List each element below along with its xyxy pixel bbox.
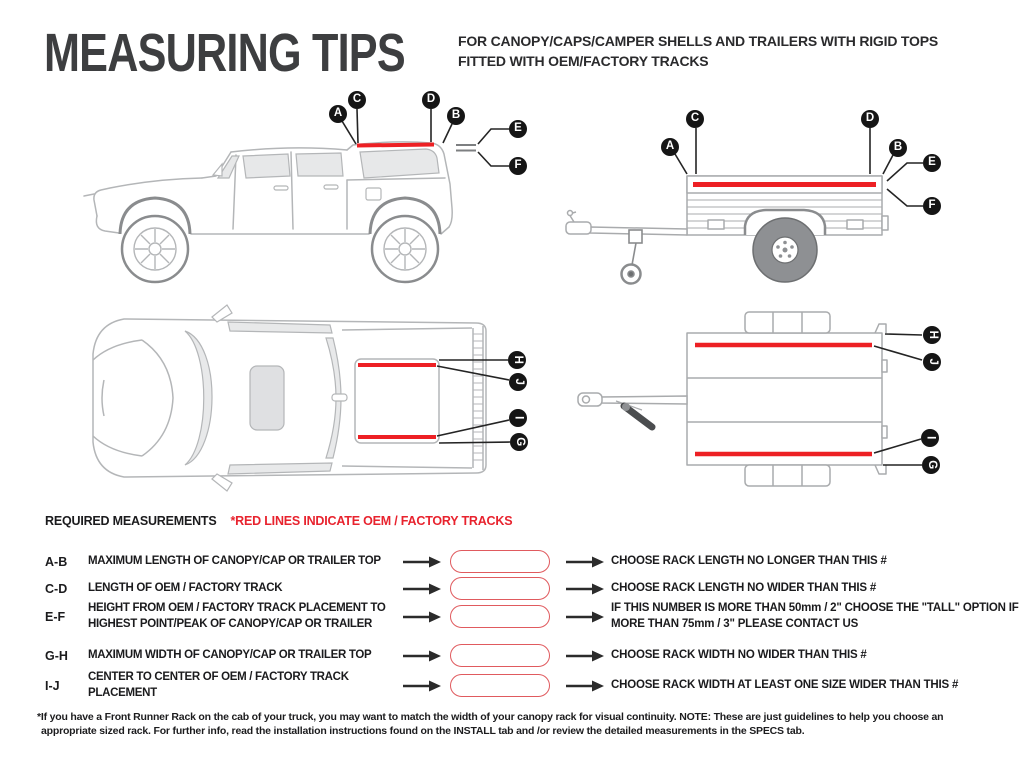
arrow-right-icon [403,556,441,568]
marker-j: J [923,353,941,371]
footnote: *If you have a Front Runner Rack on the cab of your truck, you may want to match the width of your canopy rack for visual continuity. NOTE: These are just guidelines to help you choose an appropriate sized rack. For further info, read the installation instructions found on the INSTALL tab and /or review the detailed measurements in the SPECS tab. [37,711,944,738]
red-lines-legend: *RED LINES INDICATE OEM / FACTORY TRACKS [230,514,513,528]
measurement-value-box [450,644,550,667]
row-description: CENTER TO CENTER OF OEM / FACTORY TRACK PLACEMENT [88,671,349,699]
row-result: CHOOSE RACK LENGTH NO WIDER THAN THIS # [611,581,877,594]
arrow-right-icon [403,680,441,692]
trailer-top-illustration [570,302,970,494]
marker-c: C [348,91,366,109]
arrow-right-icon [403,611,441,623]
arrow-right-icon [566,611,604,623]
trailer-side-illustration [560,88,970,298]
row-label: C-D [45,581,68,596]
marker-e: E [509,120,527,138]
marker-g: G [510,433,528,451]
measurement-value-box [450,550,550,573]
row-result: CHOOSE RACK LENGTH NO LONGER THAN THIS # [611,554,887,567]
measurement-row-ef [45,601,1020,632]
marker-a: A [329,105,347,123]
row-description: HEIGHT FROM OEM / FACTORY TRACK PLACEMENT TO HIGHEST POINT/PEAK OF CANOPY/CAP OR TRAILER [88,602,386,630]
marker-f: F [923,197,941,215]
row-description: LENGTH OF OEM / FACTORY TRACK [88,581,283,594]
arrow-right-icon [566,650,604,662]
measurement-row-ab [45,550,1020,573]
measurement-row-cd [45,577,1020,600]
measurement-value-box [450,605,550,628]
front-wheel [122,216,188,282]
truck-top-illustration [80,300,540,495]
diagram-truck-top-view [80,300,540,495]
truck-side-illustration [60,88,540,296]
row-result: IF THIS NUMBER IS MORE THAN 50mm / 2" CHOOSE THE "TALL" OPTION IF MORE THAN 75mm / 3" PLEASE CONTACT US [611,602,1019,630]
row-label: I-J [45,678,60,693]
truck-top-glass [185,322,341,474]
row-description: MAXIMUM WIDTH OF CANOPY/CAP OR TRAILER TOP [88,648,372,661]
marker-e: E [923,154,941,172]
marker-i: I [509,409,527,427]
diagram-trailer-top-view [570,302,970,494]
canopy-top [355,359,439,443]
arrow-right-icon [403,650,441,662]
marker-g: G [922,456,940,474]
page-subtitle: FOR CANOPY/CAPS/CAMPER SHELLS AND TRAILERS WITH RIGID TOPS FITTED WITH OEM/FACTORY TRACKS [458,33,938,69]
diagram-truck-side-view [60,88,540,296]
marker-f: F [509,157,527,175]
arrow-right-icon [566,680,604,692]
truck-windows [218,149,439,178]
trailer-wheel [753,218,817,282]
row-label: E-F [45,609,66,624]
trailer-drawbar [566,211,687,236]
marker-b: B [447,107,465,125]
marker-b: B [889,139,907,157]
row-label: A-B [45,554,68,569]
required-measurements-heading: REQUIRED MEASUREMENTS [45,514,217,528]
marker-j: J [509,373,527,391]
row-description: MAXIMUM LENGTH OF CANOPY/CAP OR TRAILER TOP [88,554,381,567]
row-label: G-H [45,648,68,663]
marker-a: A [661,138,679,156]
height-marks [456,145,476,151]
marker-d: D [422,91,440,109]
trailer-top-body [687,312,887,486]
marker-h: H [923,326,941,344]
row-result: CHOOSE RACK WIDTH NO WIDER THAN THIS # [611,648,867,661]
marker-h: H [508,351,526,369]
arrow-right-icon [566,583,604,595]
measurement-value-box [450,577,550,600]
diagram-trailer-side-view [560,88,970,298]
trailer-top-tongue [578,393,687,410]
rear-wheel [372,216,438,282]
oem-track-line [357,145,434,146]
marker-i: I [921,429,939,447]
arrow-right-icon [403,583,441,595]
marker-d: D [861,110,879,128]
jack-crank-handle [622,403,652,427]
row-result: CHOOSE RACK WIDTH AT LEAST ONE SIZE WIDER THAN THIS # [611,678,959,691]
measurement-value-box [450,674,550,697]
marker-c: C [686,110,704,128]
page-title: MEASURING TIPS [44,23,405,83]
jockey-wheel [622,230,643,284]
measurement-row-ij [45,670,1020,701]
measurement-row-gh [45,644,1020,667]
arrow-right-icon [566,556,604,568]
required-measurements-header [45,514,512,528]
